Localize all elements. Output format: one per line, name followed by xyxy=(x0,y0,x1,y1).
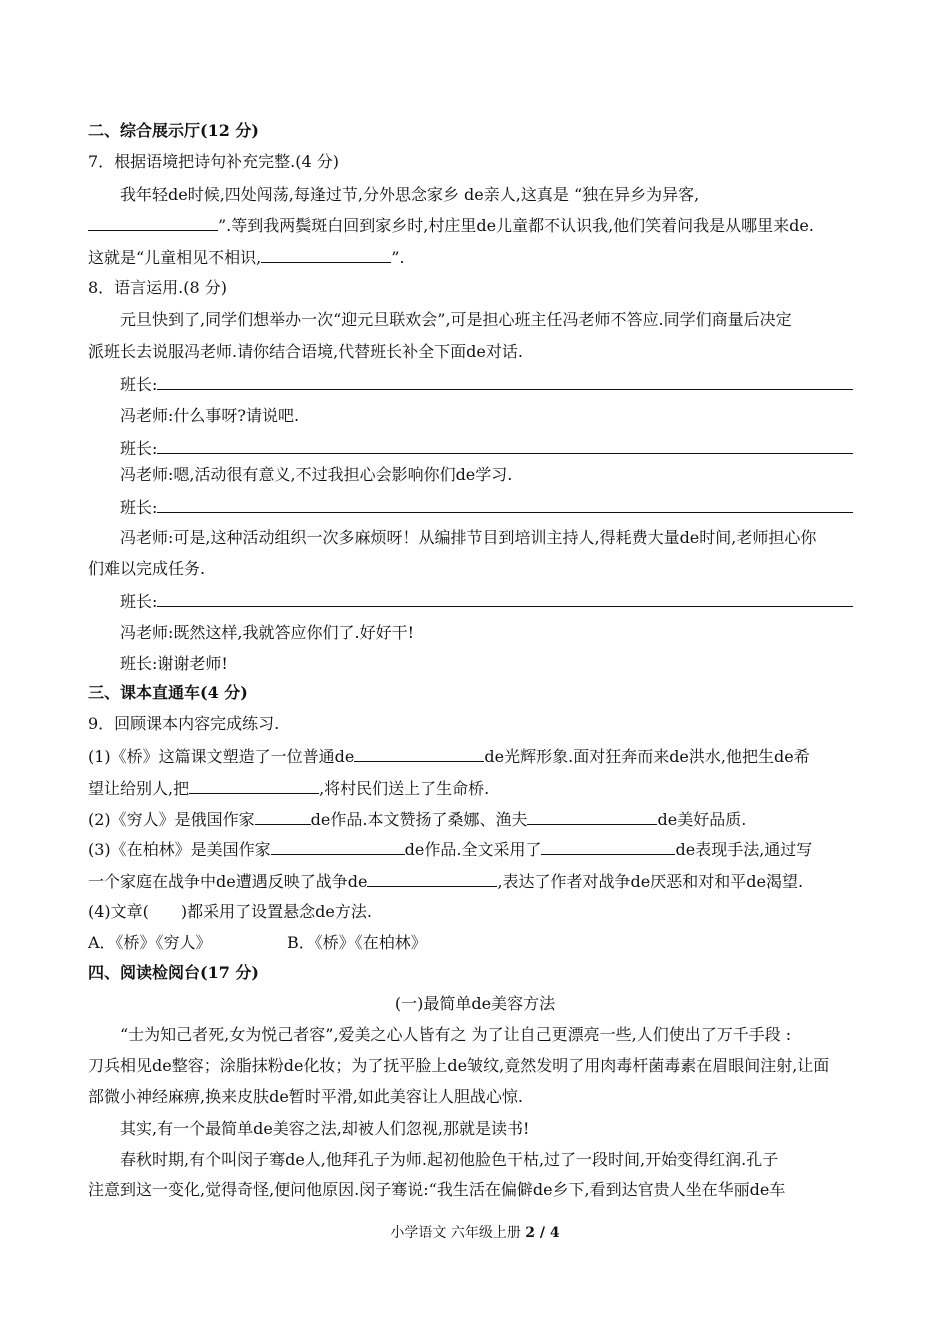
teacher-line-3: 冯老师:可是,这种活动组织一次多麻烦呀！从编排节目到培训主持人,得耗费大量de时间,老师担心你 xyxy=(120,528,817,547)
question-9-item-1 xyxy=(88,745,810,767)
page-number: 2 / 4 xyxy=(525,1225,560,1241)
question-7-text-4: ”. xyxy=(391,248,405,267)
answer-line[interactable] xyxy=(157,373,853,390)
answer-blank[interactable] xyxy=(255,808,311,825)
item-text: (2)《穷人》是俄国作家 xyxy=(88,810,255,829)
item-text: de作品.本文赞扬了桑娜、渔夫 xyxy=(310,810,528,829)
item-text: (3)《在柏林》是美国作家 xyxy=(88,840,271,859)
question-7-line-2 xyxy=(88,214,814,236)
monitor-label: 班长: xyxy=(120,375,158,394)
passage-paragraph-1: “士为知己者死,女为悦己者容”,爱美之心人皆有之 为了让自己更漂亮一些,人们使出了万千手段 : xyxy=(120,1025,792,1044)
answer-blank[interactable] xyxy=(261,246,391,263)
question-7-text-3: 这就是“儿童相见不相识, xyxy=(88,248,262,267)
answer-line[interactable] xyxy=(157,437,853,454)
passage-paragraph-3: 春秋时期,有个叫闵子骞de人,他拜孔子为师.起初他脸色干枯,过了一段时间,开始变得红润.孔子 xyxy=(120,1150,779,1169)
answer-blank[interactable] xyxy=(88,214,218,231)
answer-blank[interactable] xyxy=(541,838,675,855)
teacher-line-1: 冯老师:什么事呀?请说吧. xyxy=(120,406,300,425)
question-9-stem: 9．回顾课本内容完成练习. xyxy=(88,714,280,733)
item-text: de光辉形象.面对狂奔而来de洪水,他把生de希 xyxy=(484,747,810,766)
item-text: 望让给别人,把 xyxy=(88,779,190,798)
page-footer xyxy=(0,1222,950,1242)
question-9-item-4: (4)文章( )都采用了设置悬念de方法. xyxy=(88,902,372,921)
teacher-line-3-cont: 们难以完成任务. xyxy=(88,559,206,578)
item-text: de美好品质. xyxy=(657,810,747,829)
answer-line[interactable] xyxy=(157,590,853,607)
answer-blank[interactable] xyxy=(354,745,484,762)
question-7-line-3 xyxy=(88,246,405,268)
teacher-line-4: 冯老师:既然这样,我就答应你们了.好好干! xyxy=(120,623,414,642)
question-8-stem: 8．语言运用.(8 分) xyxy=(88,278,228,297)
item-text: de表现手法,通过写 xyxy=(675,840,813,859)
monitor-label: 班长: xyxy=(120,592,158,611)
item-text: de作品.全文采用了 xyxy=(404,840,542,859)
monitor-line-2 xyxy=(120,437,853,459)
monitor-line-3 xyxy=(120,496,853,518)
passage-title: (一)最简单de美容方法 xyxy=(394,994,556,1013)
item-text: ,表达了作者对战争de厌恶和对和平de渴望. xyxy=(497,872,804,891)
passage-paragraph-1-line-3: 部微小神经麻痹,换来皮肤de暂时平滑,如此美容让人胆战心惊. xyxy=(88,1087,523,1106)
monitor-label: 班长: xyxy=(120,439,158,458)
footer-text: 小学语文 六年级上册 xyxy=(390,1225,526,1241)
section-3-title: 三、课本直通车(4 分) xyxy=(88,683,248,702)
item-text: 一个家庭在战争中de遭遇反映了战争de xyxy=(88,872,368,891)
option-a[interactable]: A．《桥》《穷人》 xyxy=(88,933,212,952)
item-text: ,将村民们送上了生命桥. xyxy=(319,779,490,798)
passage-paragraph-3-line-2: 注意到这一变化,觉得奇怪,便问他原因.闵子骞说:“我生活在偏僻de乡下,看到达官贵人坐在华丽de车 xyxy=(88,1180,786,1199)
question-8-text-2: 派班长去说服冯老师.请你结合语境,代替班长补全下面de对话. xyxy=(88,342,523,361)
answer-blank[interactable] xyxy=(271,838,405,855)
option-b[interactable]: B．《桥》《在柏林》 xyxy=(287,933,427,952)
teacher-line-2: 冯老师:嗯,活动很有意义,不过我担心会影响你们de学习. xyxy=(120,465,513,484)
question-7-stem: 7．根据语境把诗句补充完整.(4 分) xyxy=(88,152,340,171)
question-9-item-3-cont xyxy=(88,870,803,892)
passage-paragraph-2: 其实,有一个最简单de美容之法,却被人们忽视,那就是读书! xyxy=(120,1119,530,1138)
monitor-line-4 xyxy=(120,590,853,612)
question-7-text: 我年轻de时候,四处闯荡,每逢过节,分外思念家乡 de亲人,这真是 “独在异乡为异客, xyxy=(120,185,700,204)
question-9-item-3 xyxy=(88,838,812,860)
passage-paragraph-1-line-2: 刀兵相见de整容；涂脂抹粉de化妆；为了抚平脸上de皱纹,竟然发明了用肉毒杆菌毒素在眉眼间注射,让面 xyxy=(88,1056,830,1075)
monitor-line-1 xyxy=(120,373,853,395)
question-9-item-1-cont xyxy=(88,777,489,799)
question-7-text-2: ”.等到我两鬓斑白回到家乡时,村庄里de儿童都不认识我,他们笑着问我是从哪里来de. xyxy=(218,216,814,235)
item-text: (1)《桥》这篇课文塑造了一位普通de xyxy=(88,747,355,766)
answer-blank[interactable] xyxy=(527,808,657,825)
section-2-title: 二、综合展示厅(12 分) xyxy=(88,121,259,140)
answer-blank[interactable] xyxy=(367,870,497,887)
monitor-label: 班长: xyxy=(120,498,158,517)
answer-blank[interactable] xyxy=(189,777,319,794)
question-9-item-2 xyxy=(88,808,746,830)
section-4-title: 四、阅读检阅台(17 分) xyxy=(88,963,259,982)
answer-line[interactable] xyxy=(157,496,853,513)
monitor-line-final: 班长:谢谢老师! xyxy=(120,654,228,673)
question-8-text: 元旦快到了,同学们想举办一次“迎元旦联欢会”,可是担心班主任冯老师不答应.同学们商量后决定 xyxy=(120,310,792,329)
